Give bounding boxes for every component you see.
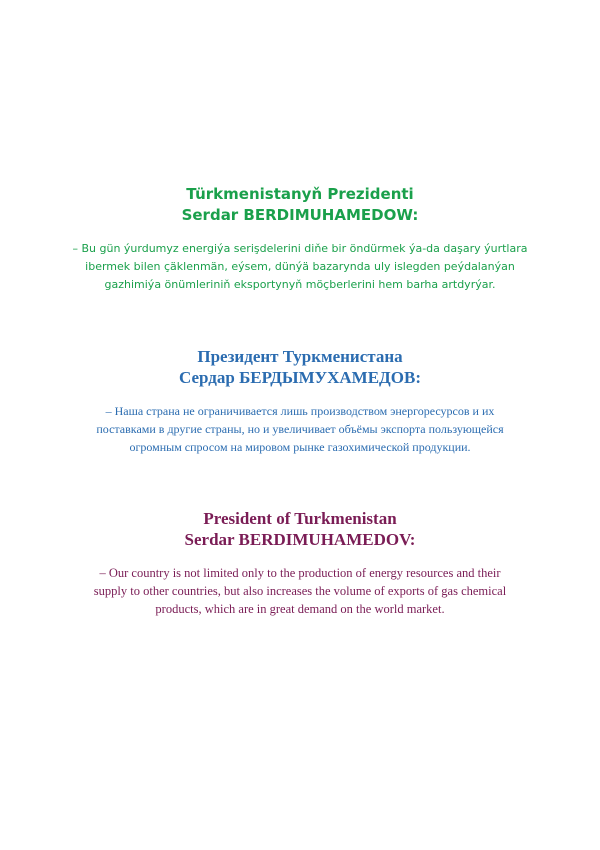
heading-turkmen-line-2: Serdar BERDIMUHAMEDOW: xyxy=(181,206,419,224)
heading-russian-line-2: Сердар БЕРДЫМУХАМЕДОВ: xyxy=(179,368,421,387)
quote-block-english xyxy=(40,508,560,618)
quote-block-russian xyxy=(40,346,560,456)
quote-english-line-3: products, which are in great demand on the world market. xyxy=(155,602,445,616)
quote-english xyxy=(40,564,560,618)
quote-russian xyxy=(40,402,560,456)
heading-turkmen-line-1: Türkmenistanyň Prezidenti xyxy=(186,185,414,203)
heading-russian-line-1: Президент Туркменистана xyxy=(197,347,403,366)
heading-english xyxy=(40,508,560,550)
quote-russian-line-1: – Наша страна не ограничивается лишь производством энергоресурсов и их xyxy=(105,404,495,418)
quote-turkmen xyxy=(40,240,560,294)
quote-english-line-1: – Our country is not limited only to the production of energy resources and their xyxy=(99,566,501,580)
quote-russian-line-2: поставками в другие страны, но и увеличивает объёмы экспорта пользующейся xyxy=(96,422,504,436)
heading-english-line-1: President of Turkmenistan xyxy=(203,509,397,528)
heading-turkmen xyxy=(40,184,560,226)
quote-turkmen-line-3: gazhimiýa önümleriniň eksportynyň möçberlerini hem barha artdyrýar. xyxy=(104,278,496,291)
quote-turkmen-line-2: ibermek bilen çäklenmän, eýsem, dünýä bazarynda uly islegden peýdalanýan xyxy=(85,260,515,273)
quote-turkmen-line-1: – Bu gün ýurdumyz energiýa serişdelerini diňe bir öndürmek ýa-da daşary ýurtlara xyxy=(72,242,528,255)
heading-russian xyxy=(40,346,560,388)
quote-english-line-2: supply to other countries, but also increases the volume of exports of gas chemical xyxy=(93,584,507,598)
quote-russian-line-3: огромным спросом на мировом рынке газохимической продукции. xyxy=(129,440,471,454)
heading-english-line-2: Serdar BERDIMUHAMEDOV: xyxy=(184,530,416,549)
quote-block-turkmen xyxy=(40,184,560,294)
